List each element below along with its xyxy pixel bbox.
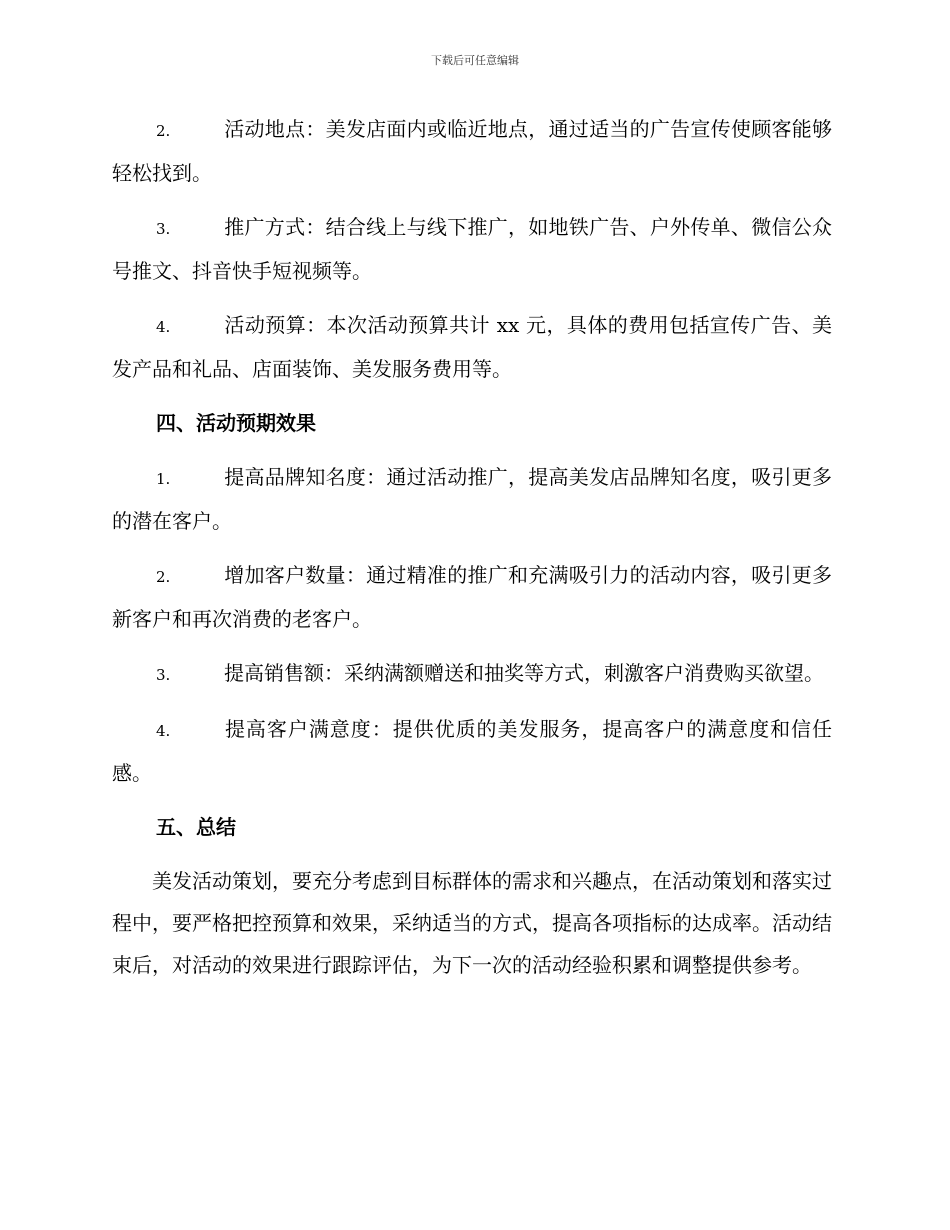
list-number: 4. <box>156 722 171 740</box>
list-text: 提高销售额：采纳满额赠送和抽奖等方式，刺激客户消费购买欲望。 <box>224 661 824 685</box>
list-number: 2. <box>156 568 171 586</box>
list-number: 3. <box>156 220 171 238</box>
list-item <box>112 456 832 542</box>
list-number: 1. <box>156 470 171 488</box>
list-item <box>112 554 832 640</box>
page-header: 下载后可任意编辑 <box>431 54 519 67</box>
list-item <box>112 108 832 194</box>
list-text: 推广方式：结合线上与线下推广，如地铁广告、户外传单、微信公众号推文、抖音快手短视频等。 <box>112 215 832 283</box>
list-text: 提高客户满意度：提供优质的美发服务，提高客户的满意度和信任感。 <box>112 717 832 785</box>
list-text: 活动预算：本次活动预算共计 xx 元，具体的费用包括宣传广告、美发产品和礼品、店面装饰、美发服务费用等。 <box>112 313 832 381</box>
list-number: 3. <box>156 666 171 684</box>
list-text: 提高品牌知名度：通过活动推广，提高美发店品牌知名度，吸引更多的潜在客户。 <box>112 465 832 533</box>
document-body <box>112 108 832 986</box>
list-item <box>112 652 832 696</box>
list-item <box>112 206 832 292</box>
section-heading: 五、总结 <box>156 815 236 839</box>
list-number: 4. <box>156 318 171 336</box>
list-item <box>112 304 832 390</box>
list-text: 增加客户数量：通过精准的推广和充满吸引力的活动内容，吸引更多新客户和再次消费的老客户。 <box>112 563 832 631</box>
list-text: 活动地点：美发店面内或临近地点，通过适当的广告宣传使顾客能够轻松找到。 <box>112 117 832 185</box>
list-item <box>112 708 832 794</box>
list-number: 2. <box>156 122 171 140</box>
summary-paragraph: 美发活动策划，要充分考虑到目标群体的需求和兴趣点，在活动策划和落实过程中，要严格把控预算和效果，采纳适当的方式，提高各项指标的达成率。活动结束后，对活动的效果进行跟踪评估，为下一次的活动经验积累和调整提供参考。 <box>112 869 832 977</box>
section-heading: 四、活动预期效果 <box>156 411 316 435</box>
